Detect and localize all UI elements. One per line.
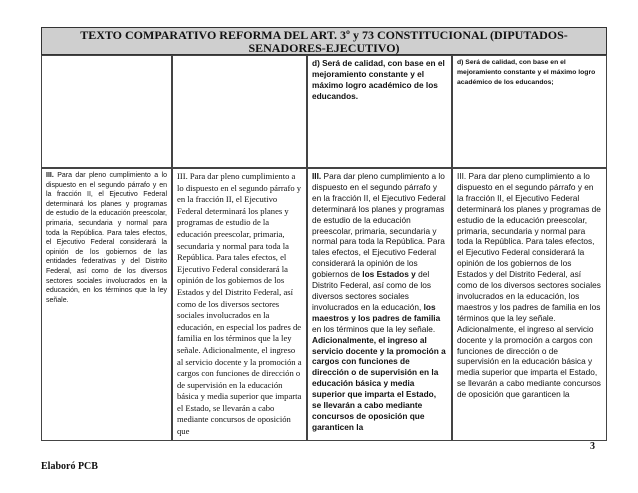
main-cell-col2 xyxy=(172,168,307,441)
col1-text xyxy=(42,169,171,307)
footer-author: Elaboró PCB xyxy=(41,461,98,472)
col3-text xyxy=(308,169,451,435)
col3-b2: los maestros y los padres de familia xyxy=(312,301,441,323)
top-cell-col2 xyxy=(172,55,307,168)
page-number: 3 xyxy=(590,441,595,452)
main-cell-col1 xyxy=(41,168,172,441)
col3-p1: Para dar pleno cumplimiento a lo dispuesto en el segundo párrafo y en la fracción II, el Ejecutivo Federal determinará los planes y programas de estudio de la educación preescolar, primaria, secundaria y normal para toda la República. Para tales efectos, el Ejecutivo Federal considerará la opinión de los gobiernos de xyxy=(312,171,446,280)
col2-text: III. Para dar pleno cumplimiento a lo dispuesto en el segundo párrafo y en la fracción II, el Ejecutivo Federal determinará los planes y programas de estudio de la educación preescolar, primaria, secundaria y normal para toda la República. Para tales efectos, el Ejecutivo Federal considerará la opinión de los gobiernos de los Estados y del Distrito Federal, así como de los diversos sectores sociales involucrados en la educación, en especial los padres de familia en los términos que la ley señale. Adicionalmente, el ingreso al servicio docente y la promoción a cargos con funciones de dirección o de supervisión en la educación básica y media superior que imparta el Estado, se llevarán a cabo mediante concursos de oposición que xyxy=(177,171,302,437)
top-text-col3: d) Será de calidad, con base en el mejoramiento constante y el máximo logro académico de los educandos. xyxy=(312,58,445,101)
col3-p2: del Distrito Federal, así como de los diversos sectores sociales involucrados en la educación, xyxy=(312,269,431,312)
col4-text: III. Para dar pleno cumplimiento a lo dispuesto en el segundo párrafo y en la fracción II, el Ejecutivo Federal determinará los planes y programas de estudio de la educación preescolar, primaria, secundaria y normal para toda la República. Para tales efectos, el Ejecutivo Federal considerará la opinión de los gobiernos de los Estados y del Distrito Federal, así como de los diversos sectores sociales involucrados en la educación, los maestros y los padres de familia en los términos que la ley señale. Adicionalmente, el ingreso al servicio docente y la promoción a cargos con funciones de dirección o de supervisión en la educación básica y media superior que imparta el Estado, se llevarán a cabo mediante concursos de oposición que garanticen la xyxy=(457,171,601,400)
col3-p3: en los términos que la ley señale. xyxy=(312,323,436,334)
comparison-table xyxy=(41,55,607,441)
top-cell-col4 xyxy=(452,55,607,168)
col3-b3: Adicionalmente, el ingreso al servicio docente y la promoción a cargos con funciones de dirección o de supervisión en la educación básica y media superior que imparta el Estado, se llevarán a cabo mediante concursos de oposición que garanticen la xyxy=(312,334,446,432)
table-title: TEXTO COMPARATIVO REFORMA DEL ART. 3º y 73 CONSTITUCIONAL (DIPUTADOS-SENADORES-EJECUTIVO) xyxy=(41,27,607,55)
main-cell-col3 xyxy=(307,168,452,441)
main-cell-col4 xyxy=(452,168,607,441)
top-cell-col1 xyxy=(41,55,172,168)
top-cell-col3 xyxy=(307,55,452,168)
col1-numeral: III. xyxy=(46,172,54,179)
col3-numeral: III. xyxy=(312,171,322,181)
top-text-col4: d) Será de calidad, con base en el mejoramiento constante y el máximo logro académico de los educandos; xyxy=(457,59,596,86)
col3-b1: los Estados y xyxy=(362,269,416,280)
col1-body: Para dar pleno cumplimiento a lo dispuesto en el segundo párrafo y en la fracción II, el Ejecutivo Federal determinará los planes y programas de estudio de la educación preescolar, primaria, secundaria y normal para toda la República. Para tales efectos, el Ejecutivo Federal considerará la opinión de los gobiernos de las entidades federativas y del Distrito Federal, así como de los diversos sectores sociales involucrados en la educación, en los términos que la ley señale. xyxy=(46,172,167,304)
